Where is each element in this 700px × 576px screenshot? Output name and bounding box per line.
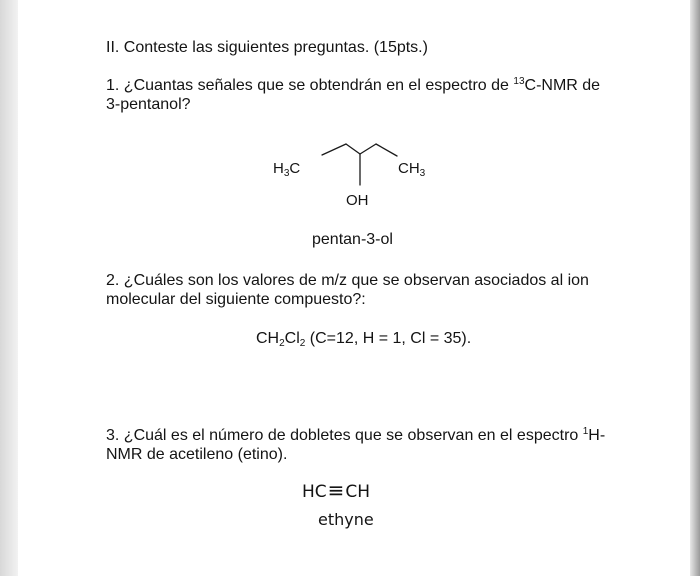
question-1-text-start: 1. ¿Cuantas señales que se obtendrán en el espectro de xyxy=(106,77,514,94)
question-2-line-2 xyxy=(106,290,366,309)
methyl-left-label: $H_3C$ xyxy=(273,160,301,179)
bond-c4-c5 xyxy=(376,144,397,156)
ethyne-right-group: CH xyxy=(345,482,371,502)
hydroxyl-label: OH xyxy=(346,192,369,209)
triple-bond: ≡ xyxy=(327,478,345,502)
question-3-line-2 xyxy=(106,445,287,464)
question-1-line-1 xyxy=(106,76,600,95)
pentanol-structure-diagram xyxy=(300,140,410,200)
atomic-masses: (C=12, H = 1, Cl = 35). xyxy=(305,330,472,347)
bond-c3-c4 xyxy=(360,144,376,154)
section-heading xyxy=(106,38,428,57)
isotope-mass-1: 1 xyxy=(582,426,589,437)
ethyne-name: ethyne xyxy=(318,510,374,529)
pentanol-name xyxy=(312,230,393,249)
pentanol-name-text: pentan-3-ol xyxy=(312,231,393,248)
question-1-line-2 xyxy=(106,95,191,114)
question-3-line-1 xyxy=(106,426,605,445)
dichloromethane-formula: $CH_2Cl_2$ (C=12, H = 1, Cl = 35). xyxy=(256,330,472,349)
question-2-line-1 xyxy=(106,271,589,290)
left-frame-edge xyxy=(0,0,18,576)
question-2-text-end: molecular del siguiente compuesto?: xyxy=(106,291,366,308)
question-3-text-end: H- xyxy=(588,427,606,444)
right-frame-edge xyxy=(690,0,700,576)
question-1-text-end: C-NMR de xyxy=(524,77,601,94)
bond-c1-c2 xyxy=(322,144,346,155)
question-2-text-start: 2. ¿Cuáles son los valores de m/z que se observan asociados al ion xyxy=(106,272,589,289)
methyl-right-label: $CH_3$ xyxy=(398,160,426,179)
isotope-mass-13: 13 xyxy=(513,76,525,87)
bond-c2-c3 xyxy=(346,144,360,154)
question-1-compound: 3-pentanol? xyxy=(106,96,191,113)
question-3-compound: NMR de acetileno (etino). xyxy=(106,446,288,463)
ethyne-formula xyxy=(302,480,370,502)
ethyne-left-group: HC xyxy=(302,482,327,502)
section-heading-text: II. Conteste las siguientes preguntas. (15pts.) xyxy=(106,39,428,56)
question-3-text-start: 3. ¿Cuál es el número de dobletes que se observan en el espectro xyxy=(106,427,583,444)
